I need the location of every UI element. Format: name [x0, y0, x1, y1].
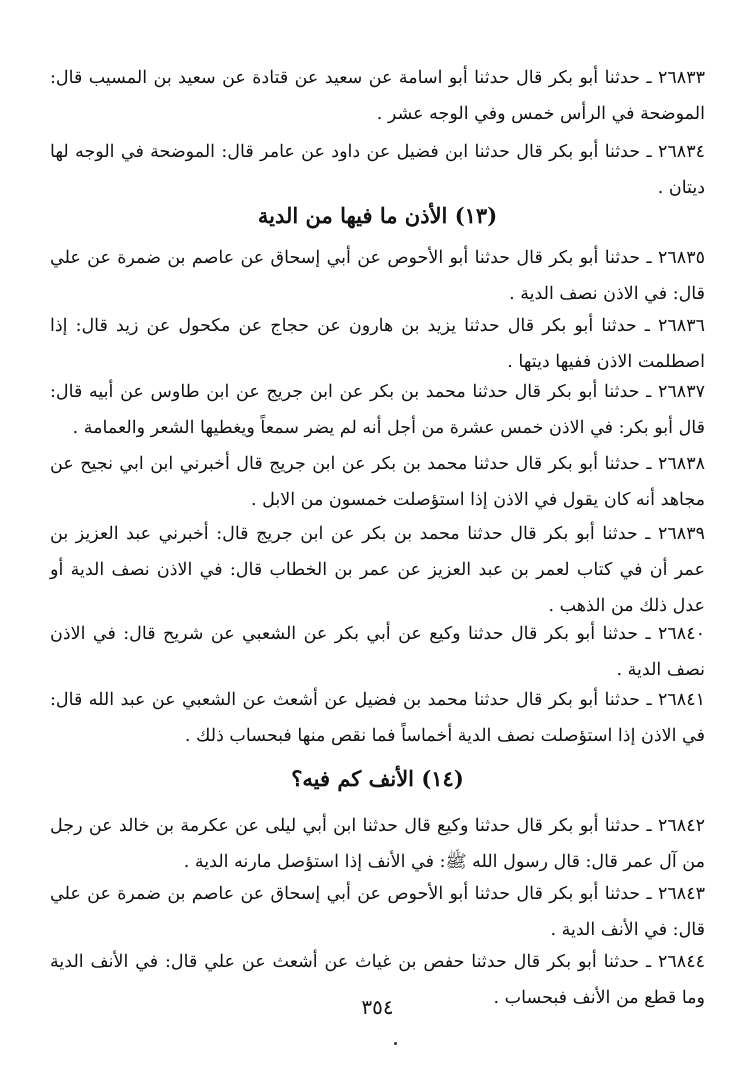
hadith-26835: ٢٦٨٣٥ ـ حدثنا أبو بكر قال حدثنا أبو الأحوص عن أبي إسحاق عن عاصم بن ضمرة عن علي قال: في الاذن نصف الدية .: [50, 248, 705, 304]
section-heading-nose: (١٤) الأنف كم فيه؟: [291, 766, 464, 791]
hadith-26840: ٢٦٨٤٠ ـ حدثنا أبو بكر قال حدثنا وكيع عن أبي بكر عن الشعبي عن شريح قال: في الاذن نصف الدية .: [50, 624, 705, 680]
hadith-26842: ٢٦٨٤٢ ـ حدثنا أبو بكر قال حدثنا وكيع قال حدثنا ابن أبي ليلى عن عكرمة بن خالد عن رجل من آل عمر قال: قال رسول الله ﷺ: في الأنف إذا استؤصل مارنه الدية .: [50, 816, 705, 872]
page-mark: [394, 1042, 397, 1045]
hadith-26837: ٢٦٨٣٧ ـ حدثنا أبو بكر قال حدثنا محمد بن بكر عن ابن جريج عن ابن طاوس عن أبيه قال: قال أبو بكر: في الاذن خمس عشرة من أجل أنه لم يضر سمعاً ويغطيها الشعر والعمامة .: [50, 382, 705, 438]
hadith-26833: ٢٦٨٣٣ ـ حدثنا أبو بكر قال حدثنا أبو اسامة عن سعيد عن قتادة عن سعيد بن المسيب قال: الموضحة في الرأس خمس وفي الوجه عشر .: [50, 68, 705, 124]
hadith-26838: ٢٦٨٣٨ ـ حدثنا أبو بكر قال حدثنا محمد بن بكر عن ابن جريج قال أخبرني ابن ابي نجيح عن مجاهد أنه كان يقول في الاذن إذا استؤصلت خمسون من الابل .: [50, 454, 705, 510]
hadith-26834: ٢٦٨٣٤ ـ حدثنا أبو بكر قال حدثنا ابن فضيل عن داود عن عامر قال: الموضحة في الوجه لها ديتان .: [50, 142, 705, 198]
section-heading-ear: (١٣) الأذن ما فيها من الدية: [257, 203, 498, 228]
hadith-26836: ٢٦٨٣٦ ـ حدثنا أبو بكر قال حدثنا يزيد بن هارون عن حجاج عن مكحول عن زيد قال: إذا اصطلمت الاذن ففيها ديتها .: [50, 316, 705, 372]
hadith-26839: ٢٦٨٣٩ ـ حدثنا أبو بكر قال حدثنا محمد بن بكر عن ابن جريج قال: أخبرني عبد العزيز بن عمر أن في كتاب لعمر بن عبد العزيز عن عمر بن الخطاب قال: في الاذن نصف الدية أو عدل ذلك من الذهب .: [50, 524, 705, 616]
hadith-26841: ٢٦٨٤١ ـ حدثنا أبو بكر قال حدثنا محمد بن فضيل عن أشعث عن الشعبي عن عبد الله قال: في الاذن إذا استؤصلت نصف الدية أخماساً فما نقص منها فبحساب ذلك .: [50, 690, 705, 746]
hadith-26843: ٢٦٨٤٣ ـ حدثنا أبو بكر قال حدثنا أبو الأحوص عن أبي إسحاق عن عاصم بن ضمرة عن علي قال: في الأنف الدية .: [50, 884, 705, 940]
page-number: ٣٥٤: [361, 995, 394, 1019]
hadith-26844: ٢٦٨٤٤ ـ حدثنا أبو بكر قال حدثنا حفص بن غياث عن أشعث عن علي قال: في الأنف الدية وما قطع من الأنف فبحساب .: [50, 952, 705, 1008]
